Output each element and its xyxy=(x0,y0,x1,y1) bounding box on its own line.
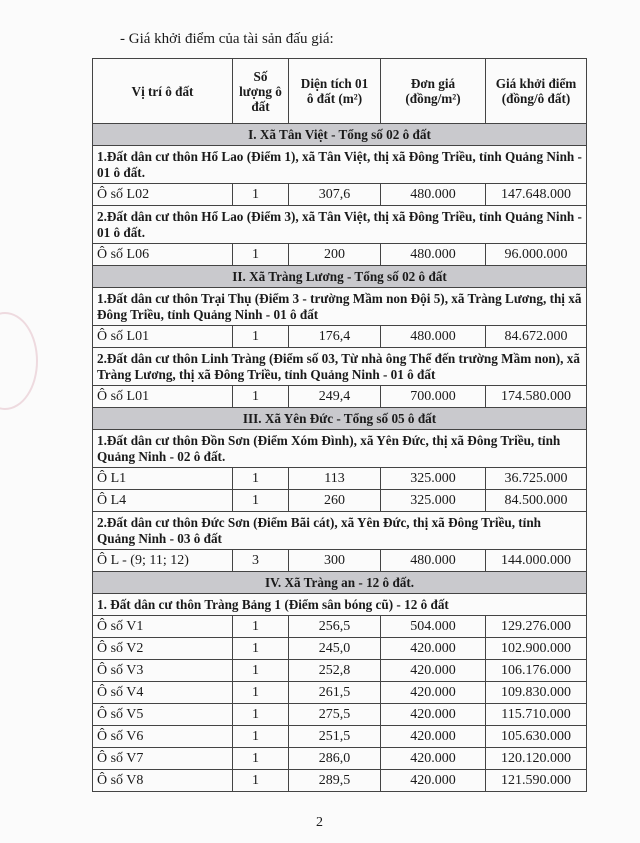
cell-area: 300 xyxy=(289,550,381,572)
cell-area: 275,5 xyxy=(289,704,381,726)
cell-unit-price: 420.000 xyxy=(381,660,486,682)
cell-unit-price: 420.000 xyxy=(381,682,486,704)
header-line: Đơn giá xyxy=(410,76,456,91)
header-line: Giá khởi điểm xyxy=(495,76,577,91)
header-line: lượng ô xyxy=(239,83,282,99)
cell-area: 249,4 xyxy=(289,386,381,408)
group-title: 2.Đất dân cư thôn Đức Sơn (Điểm Bãi cát), xã Yên Đức, thị xã Đông Triều, tỉnh Quảng Ninh - 03 ô đất xyxy=(93,512,587,550)
cell-starting-price: 36.725.000 xyxy=(486,468,587,490)
cell-unit-price: 480.000 xyxy=(381,244,486,266)
table-body xyxy=(93,124,587,792)
cell-starting-price: 115.710.000 xyxy=(486,704,587,726)
table-row xyxy=(93,660,587,682)
cell-quantity: 1 xyxy=(233,386,289,408)
cell-unit-price: 480.000 xyxy=(381,326,486,348)
stamp-seal xyxy=(0,312,38,410)
cell-quantity: 1 xyxy=(233,244,289,266)
cell-unit-price: 504.000 xyxy=(381,616,486,638)
cell-starting-price: 144.000.000 xyxy=(486,550,587,572)
cell-area: 252,8 xyxy=(289,660,381,682)
cell-starting-price: 105.630.000 xyxy=(486,726,587,748)
cell-quantity: 1 xyxy=(233,726,289,748)
cell-area: 260 xyxy=(289,490,381,512)
cell-quantity: 1 xyxy=(233,770,289,792)
cell-area: 245,0 xyxy=(289,638,381,660)
group-title: 2.Đất dân cư thôn Linh Tràng (Điểm số 03, Từ nhà ông Thể đến trường Mầm non), xã Tràng Lương, thị xã Đông Triều, tỉnh Quảng Ninh - 01 ô đất xyxy=(93,348,587,386)
cell-quantity: 1 xyxy=(233,748,289,770)
cell-location: Ô L1 xyxy=(93,468,233,490)
table-row xyxy=(93,616,587,638)
cell-location: Ô số V7 xyxy=(93,748,233,770)
table-row xyxy=(93,184,587,206)
group-row xyxy=(93,594,587,616)
cell-quantity: 1 xyxy=(233,704,289,726)
header-line: đất xyxy=(251,98,270,114)
cell-area: 289,5 xyxy=(289,770,381,792)
cell-location: Ô số L01 xyxy=(93,326,233,348)
section-row xyxy=(93,572,587,594)
cell-unit-price: 420.000 xyxy=(381,704,486,726)
header-line: Số xyxy=(253,68,268,84)
cell-unit-price: 480.000 xyxy=(381,550,486,572)
section-title: III. Xã Yên Đức - Tổng số 05 ô đất xyxy=(93,408,587,430)
table-header-row xyxy=(93,59,587,124)
cell-unit-price: 325.000 xyxy=(381,468,486,490)
cell-starting-price: 109.830.000 xyxy=(486,682,587,704)
header-line: Diện tích 01 xyxy=(300,76,369,91)
cell-location: Ô L - (9; 11; 12) xyxy=(93,550,233,572)
cell-starting-price: 147.648.000 xyxy=(486,184,587,206)
table-row xyxy=(93,244,587,266)
cell-location: Ô số L06 xyxy=(93,244,233,266)
cell-quantity: 3 xyxy=(233,550,289,572)
cell-area: 113 xyxy=(289,468,381,490)
group-title: 1.Đất dân cư thôn Đồn Sơn (Điểm Xóm Đình), xã Yên Đức, thị xã Đông Triều, tỉnh Quảng Ninh - 02 ô đất. xyxy=(93,430,587,468)
cell-area: 176,4 xyxy=(289,326,381,348)
group-title: 2.Đất dân cư thôn Hổ Lao (Điểm 3), xã Tân Việt, thị xã Đông Triều, tỉnh Quảng Ninh - 01 ô đất. xyxy=(93,206,587,244)
section-title: IV. Xã Tràng an - 12 ô đất. xyxy=(93,572,587,594)
table-row xyxy=(93,326,587,348)
cell-starting-price: 129.276.000 xyxy=(486,616,587,638)
cell-starting-price: 102.900.000 xyxy=(486,638,587,660)
cell-starting-price: 121.590.000 xyxy=(486,770,587,792)
table-row xyxy=(93,638,587,660)
header-line: Vị trí ô đất xyxy=(131,83,194,99)
section-title: I. Xã Tân Việt - Tổng số 02 ô đất xyxy=(93,124,587,146)
cell-unit-price: 420.000 xyxy=(381,748,486,770)
group-row xyxy=(93,146,587,184)
cell-quantity: 1 xyxy=(233,490,289,512)
cell-location: Ô số V6 xyxy=(93,726,233,748)
cell-area: 307,6 xyxy=(289,184,381,206)
header-line: (đồng/ô đất) xyxy=(501,91,571,106)
section-title: II. Xã Tràng Lương - Tổng số 02 ô đất xyxy=(93,266,587,288)
cell-location: Ô số V8 xyxy=(93,770,233,792)
cell-quantity: 1 xyxy=(233,682,289,704)
cell-starting-price: 84.500.000 xyxy=(486,490,587,512)
cell-quantity: 1 xyxy=(233,184,289,206)
cell-location: Ô số V2 xyxy=(93,638,233,660)
cell-unit-price: 420.000 xyxy=(381,726,486,748)
header-line: (đồng/m²) xyxy=(405,91,461,106)
cell-location: Ô số V3 xyxy=(93,660,233,682)
cell-location: Ô số V5 xyxy=(93,704,233,726)
cell-location: Ô số L02 xyxy=(93,184,233,206)
page-number: 2 xyxy=(316,815,323,830)
table-row xyxy=(93,550,587,572)
cell-starting-price: 174.580.000 xyxy=(486,386,587,408)
header-quantity xyxy=(233,59,289,124)
cell-unit-price: 325.000 xyxy=(381,490,486,512)
cell-location: Ô số V4 xyxy=(93,682,233,704)
table-row xyxy=(93,748,587,770)
cell-quantity: 1 xyxy=(233,660,289,682)
cell-location: Ô L4 xyxy=(93,490,233,512)
table-row xyxy=(93,770,587,792)
cell-area: 256,5 xyxy=(289,616,381,638)
table-row xyxy=(93,386,587,408)
cell-starting-price: 106.176.000 xyxy=(486,660,587,682)
group-title: 1. Đất dân cư thôn Tràng Bảng 1 (Điểm sân bóng cũ) - 12 ô đất xyxy=(93,594,587,616)
cell-unit-price: 480.000 xyxy=(381,184,486,206)
cell-quantity: 1 xyxy=(233,468,289,490)
header-unit-price xyxy=(381,59,486,124)
cell-quantity: 1 xyxy=(233,616,289,638)
group-row xyxy=(93,288,587,326)
group-title: 1.Đất dân cư thôn Trại Thụ (Điểm 3 - trường Mầm non Đội 5), xã Tràng Lương, thị xã Đông Triều, tỉnh Quảng Ninh - 01 ô đất xyxy=(93,288,587,326)
group-row xyxy=(93,348,587,386)
table-row xyxy=(93,468,587,490)
header-location xyxy=(93,59,233,124)
group-row xyxy=(93,512,587,550)
table-row xyxy=(93,490,587,512)
header-area xyxy=(289,59,381,124)
cell-starting-price: 84.672.000 xyxy=(486,326,587,348)
cell-starting-price: 96.000.000 xyxy=(486,244,587,266)
cell-location: Ô số L01 xyxy=(93,386,233,408)
header-line: ô đất (m²) xyxy=(306,91,363,106)
intro-text: - Giá khởi điểm của tài sản đấu giá: xyxy=(120,31,334,47)
table-row xyxy=(93,726,587,748)
cell-quantity: 1 xyxy=(233,638,289,660)
header-starting-price xyxy=(486,59,587,124)
cell-unit-price: 420.000 xyxy=(381,770,486,792)
cell-starting-price: 120.120.000 xyxy=(486,748,587,770)
cell-unit-price: 700.000 xyxy=(381,386,486,408)
cell-area: 251,5 xyxy=(289,726,381,748)
section-row xyxy=(93,124,587,146)
cell-area: 261,5 xyxy=(289,682,381,704)
cell-quantity: 1 xyxy=(233,326,289,348)
cell-area: 200 xyxy=(289,244,381,266)
section-row xyxy=(93,266,587,288)
cell-unit-price: 420.000 xyxy=(381,638,486,660)
table-row xyxy=(93,704,587,726)
starting-price-table xyxy=(92,58,587,792)
group-row xyxy=(93,206,587,244)
group-row xyxy=(93,430,587,468)
section-row xyxy=(93,408,587,430)
cell-location: Ô số V1 xyxy=(93,616,233,638)
cell-area: 286,0 xyxy=(289,748,381,770)
table-row xyxy=(93,682,587,704)
group-title: 1.Đất dân cư thôn Hổ Lao (Điểm 1), xã Tân Việt, thị xã Đông Triều, tỉnh Quảng Ninh - 01 ô đất. xyxy=(93,146,587,184)
